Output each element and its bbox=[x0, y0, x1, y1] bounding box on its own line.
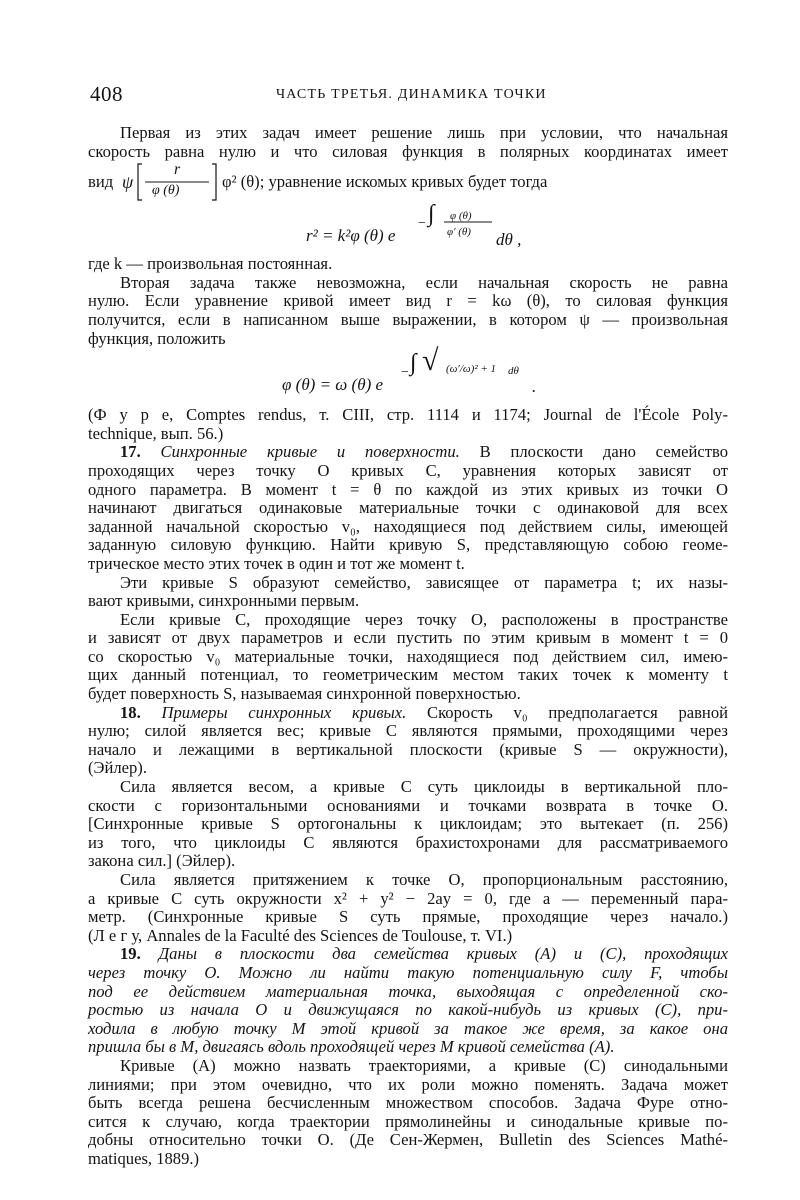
text-line: начало и лежащими в вертикальной плоскости (кривые S — окружности), bbox=[88, 739, 728, 759]
text-line: (Эйлер). bbox=[88, 758, 147, 778]
text-vid: вид bbox=[88, 172, 114, 192]
text-line: пришла бы в M, двигаясь вдоль проходящей через M кривой семейства (A). bbox=[88, 1037, 615, 1057]
formula-2-root: √ bbox=[422, 344, 439, 378]
section-18 bbox=[88, 704, 728, 946]
paragraph-fourier-reference bbox=[88, 406, 728, 443]
text-line: заданную силовую функцию. Найти кривую S, представляющую собою геоме- bbox=[88, 535, 728, 555]
text-run: В плоскости дано семейство bbox=[459, 442, 728, 462]
formula-2-end: . bbox=[532, 377, 537, 397]
text-line: скорость равна нулю и что силовая функция в полярных координатах имеет bbox=[88, 141, 728, 161]
frac-numerator: r bbox=[174, 161, 181, 179]
section-number: 19. bbox=[120, 944, 141, 964]
text-line: Эти кривые S образуют семейство, зависящее от параметра t; их назы- bbox=[120, 572, 728, 592]
section-19 bbox=[88, 945, 728, 1168]
section-title: Примеры синхронных кривых. bbox=[161, 702, 407, 722]
section-19-first-line bbox=[88, 945, 728, 964]
page-header bbox=[90, 82, 730, 112]
formula-1 bbox=[88, 201, 728, 253]
text-line: нулю; силой является вес; кривые C являются прямыми, проходящими через bbox=[88, 721, 728, 741]
formula-1-minus: − bbox=[417, 216, 427, 232]
text-vid-tail: φ² (θ); уравнение искомых кривых будет тогда bbox=[222, 172, 548, 192]
text-line: из того, что циклоиды C являются брахистохронами для рассматриваемого bbox=[88, 832, 728, 852]
formula-2-dtheta: dθ bbox=[508, 365, 519, 378]
text-line: а кривые C суть окружности x² + y² − 2ay = 0, где a — переменный пара- bbox=[88, 888, 728, 908]
text-line: Первая из этих задач имеет решение лишь при условии, что начальная bbox=[120, 123, 728, 142]
text-line: technique, вып. 56.) bbox=[88, 423, 224, 443]
formula-2 bbox=[88, 344, 728, 402]
text-line: через точку O. Можно ли найти такую потенциальную силу F, чтобы bbox=[88, 962, 728, 982]
text-line: (Ф у р е, Comptes rendus, т. CIII, стр. 1114 и 1174; Journal de l'École Poly- bbox=[88, 405, 728, 425]
text-line: будет поверхность S, называемая синхронной поверхностью. bbox=[88, 684, 521, 704]
formula-1-dtheta: dθ , bbox=[496, 230, 522, 250]
text-line: matiques, 1889.) bbox=[88, 1148, 200, 1168]
text-line: [Синхронные кривые S ортогональны к циклоидам; это вытекает (п. 256) bbox=[88, 814, 728, 834]
paragraph-conditions bbox=[88, 124, 728, 161]
section-18-first-line bbox=[88, 704, 728, 723]
text-line: Сила является притяжением к точке O, пропорциональным расстоянию, bbox=[120, 870, 728, 889]
text-run: Скорость v₀ предполагается равной bbox=[406, 702, 728, 722]
text-line: под ее действием материальная точка, выходящая с определенной ско- bbox=[88, 981, 728, 1001]
text-line: нулю. Если уравнение кривой имеет вид r = kω (θ), то силовая функция bbox=[88, 291, 728, 311]
page-number: 408 bbox=[90, 82, 123, 106]
text-line: закона сил.] (Эйлер). bbox=[88, 851, 236, 871]
text-line: быть всегда решена бесчисленным множеством способов. Задача Фуре отно- bbox=[88, 1093, 728, 1113]
text-line: Кривые (A) можно назвать траекториями, а кривые (C) синодальными bbox=[120, 1055, 728, 1075]
text-line: щих данный потенциал, то геометрическим местом таких точек к моменту t bbox=[88, 665, 728, 685]
text-line: Если кривые C, проходящие через точку O, расположены в пространстве bbox=[120, 609, 728, 629]
text-line: сится к случаю, когда траектории прямолинейны и синодальные кривые по- bbox=[88, 1111, 728, 1131]
formula-2-inner: (ω′/ω)² + 1 bbox=[446, 363, 497, 376]
formula-1-lhs: r² = k²φ (θ) e bbox=[306, 226, 396, 246]
formula-1-num: φ (θ) bbox=[450, 210, 472, 223]
text-line: начинают двигаться одинаковые материальные точки с одинаковой для всех bbox=[88, 498, 728, 518]
section-17-first-line bbox=[88, 443, 728, 462]
text-line: вают кривыми, синхронными первым. bbox=[88, 591, 360, 611]
formula-2-lhs: φ (θ) = ω (θ) e bbox=[282, 375, 384, 395]
section-title: Синхронные кривые и поверхности. bbox=[160, 442, 460, 462]
text-line: метр. (Синхронные кривые S суть прямые, проходящие через начало.) bbox=[88, 907, 728, 927]
text-line: проходящих через точку O кривых C, уравнения которых зависят от bbox=[88, 460, 728, 480]
vid-expression-line bbox=[88, 161, 728, 203]
left-bracket bbox=[138, 164, 142, 200]
text-line: ходила в любую точку M этой кривой за такое же время, за какое она bbox=[88, 1018, 728, 1038]
text-line: получится, если в написанном выше выражении, в котором ψ — произвольная bbox=[88, 309, 728, 329]
section-17 bbox=[88, 443, 728, 703]
text-line: Вторая задача также невозможна, если начальная скорость не равна bbox=[120, 272, 728, 292]
text-line: со скоростью v₀ материальные точки, находящиеся под действием сил, имею- bbox=[88, 646, 728, 666]
frac-denominator: φ (θ) bbox=[152, 183, 180, 199]
text-line: трическое место этих точек в один и тот же момент t. bbox=[88, 553, 465, 573]
formula-1-integral: ∫ bbox=[428, 201, 435, 228]
page-body bbox=[88, 124, 728, 1169]
section-number: 17. bbox=[120, 442, 141, 462]
text-line: и зависят от двух параметров и если пустить по этим кривым в момент t = 0 bbox=[88, 628, 728, 648]
text-line: ростью из начала O и движущаяся по какой-нибудь из кривых (C), при- bbox=[88, 1000, 728, 1020]
psi-symbol: ψ bbox=[122, 172, 134, 193]
right-bracket bbox=[212, 164, 216, 200]
text-line: заданной начальной скоростью v₀, находящиеся под действием силы, имеющей bbox=[88, 516, 728, 536]
text-line: линиями; при этом очевидно, что их роли можно поменять. Задача может bbox=[88, 1074, 728, 1094]
text-line: скости с горизонтальными основаниями и точками возврата в точке O. bbox=[88, 795, 728, 815]
text-line: (Л е г у, Annales de la Faculté des Sciences de Toulouse, т. VI.) bbox=[88, 925, 513, 945]
paragraph-second-task bbox=[88, 274, 728, 348]
text-line: Сила является весом, а кривые C суть циклоиды в вертикальной пло- bbox=[120, 777, 728, 797]
section-number: 18. bbox=[120, 702, 141, 722]
running-head: ЧАСТЬ ТРЕТЬЯ. ДИНАМИКА ТОЧКИ bbox=[276, 87, 547, 102]
text-line-constant: где k — произвольная постоянная. bbox=[88, 254, 333, 274]
formula-1-den: φ′ (θ) bbox=[447, 226, 471, 239]
text-run: Даны в плоскости два семейства кривых (A) и (C), проходящих bbox=[140, 944, 728, 964]
formula-2-integral: ∫ bbox=[410, 350, 417, 377]
text-line: функция, положить bbox=[88, 328, 226, 348]
text-line: одного параметра. В момент t = θ по каждой из этих кривых из точки O bbox=[88, 479, 728, 499]
formula-2-minus: − bbox=[400, 365, 410, 381]
text-line: добны относительно точки O. (Де Сен-Жермен, Bulletin des Sciences Mathé- bbox=[88, 1130, 728, 1150]
